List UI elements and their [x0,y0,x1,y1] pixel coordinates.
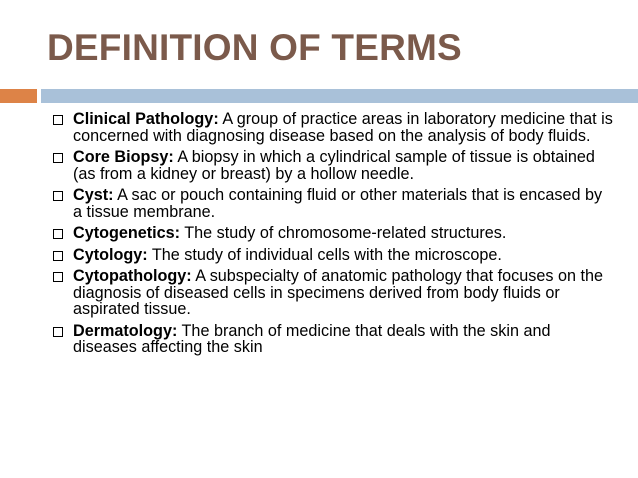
square-bullet-icon [53,191,63,201]
term-name: Dermatology: [73,321,178,340]
term-clinical-pathology [53,111,613,144]
term-definition: A sac or pouch containing fluid or other materials that is encased by a tissue membrane. [73,186,603,221]
term-dermatology [53,323,613,356]
term-cyst [53,187,613,220]
term-name: Cyst: [73,186,114,204]
term-definition: The study of individual cells with the microscope. [147,245,502,264]
square-bullet-icon [53,251,63,261]
slide-title: DEFINITION OF TERMS [47,27,462,68]
square-bullet-icon [53,115,63,125]
term-definition: The study of chromosome-related structures. [180,224,507,242]
term-definition: A subspecialty of anatomic pathology that focuses on the diagnosis of diseased cells in specimens derived from body fluids or aspirated tissue. [73,267,603,318]
title-accent-bar [0,89,37,103]
terms-list [53,111,613,361]
term-definition: The branch of medicine that deals with the skin and diseases affecting the skin [73,321,551,356]
term-name: Cytogenetics: [73,224,181,242]
term-cytogenetics [53,225,613,242]
title-divider-bar [41,89,638,103]
term-core-biopsy [53,149,613,182]
square-bullet-icon [53,327,63,337]
term-name: Core Biopsy: [73,148,174,166]
square-bullet-icon [53,229,63,239]
square-bullet-icon [53,272,63,282]
term-cytology [53,247,613,264]
square-bullet-icon [53,153,63,163]
term-name: Clinical Pathology: [73,110,219,128]
term-cytopathology [53,268,613,318]
term-definition: A biopsy in which a cylindrical sample of tissue is obtained (as from a kidney or breast) by a hollow needle. [73,148,595,183]
term-name: Cytopathology: [73,267,192,285]
term-definition: A group of practice areas in laboratory medicine that is concerned with diagnosing disease based on the analysis of body fluids. [73,110,613,145]
term-name: Cytology: [73,245,148,264]
